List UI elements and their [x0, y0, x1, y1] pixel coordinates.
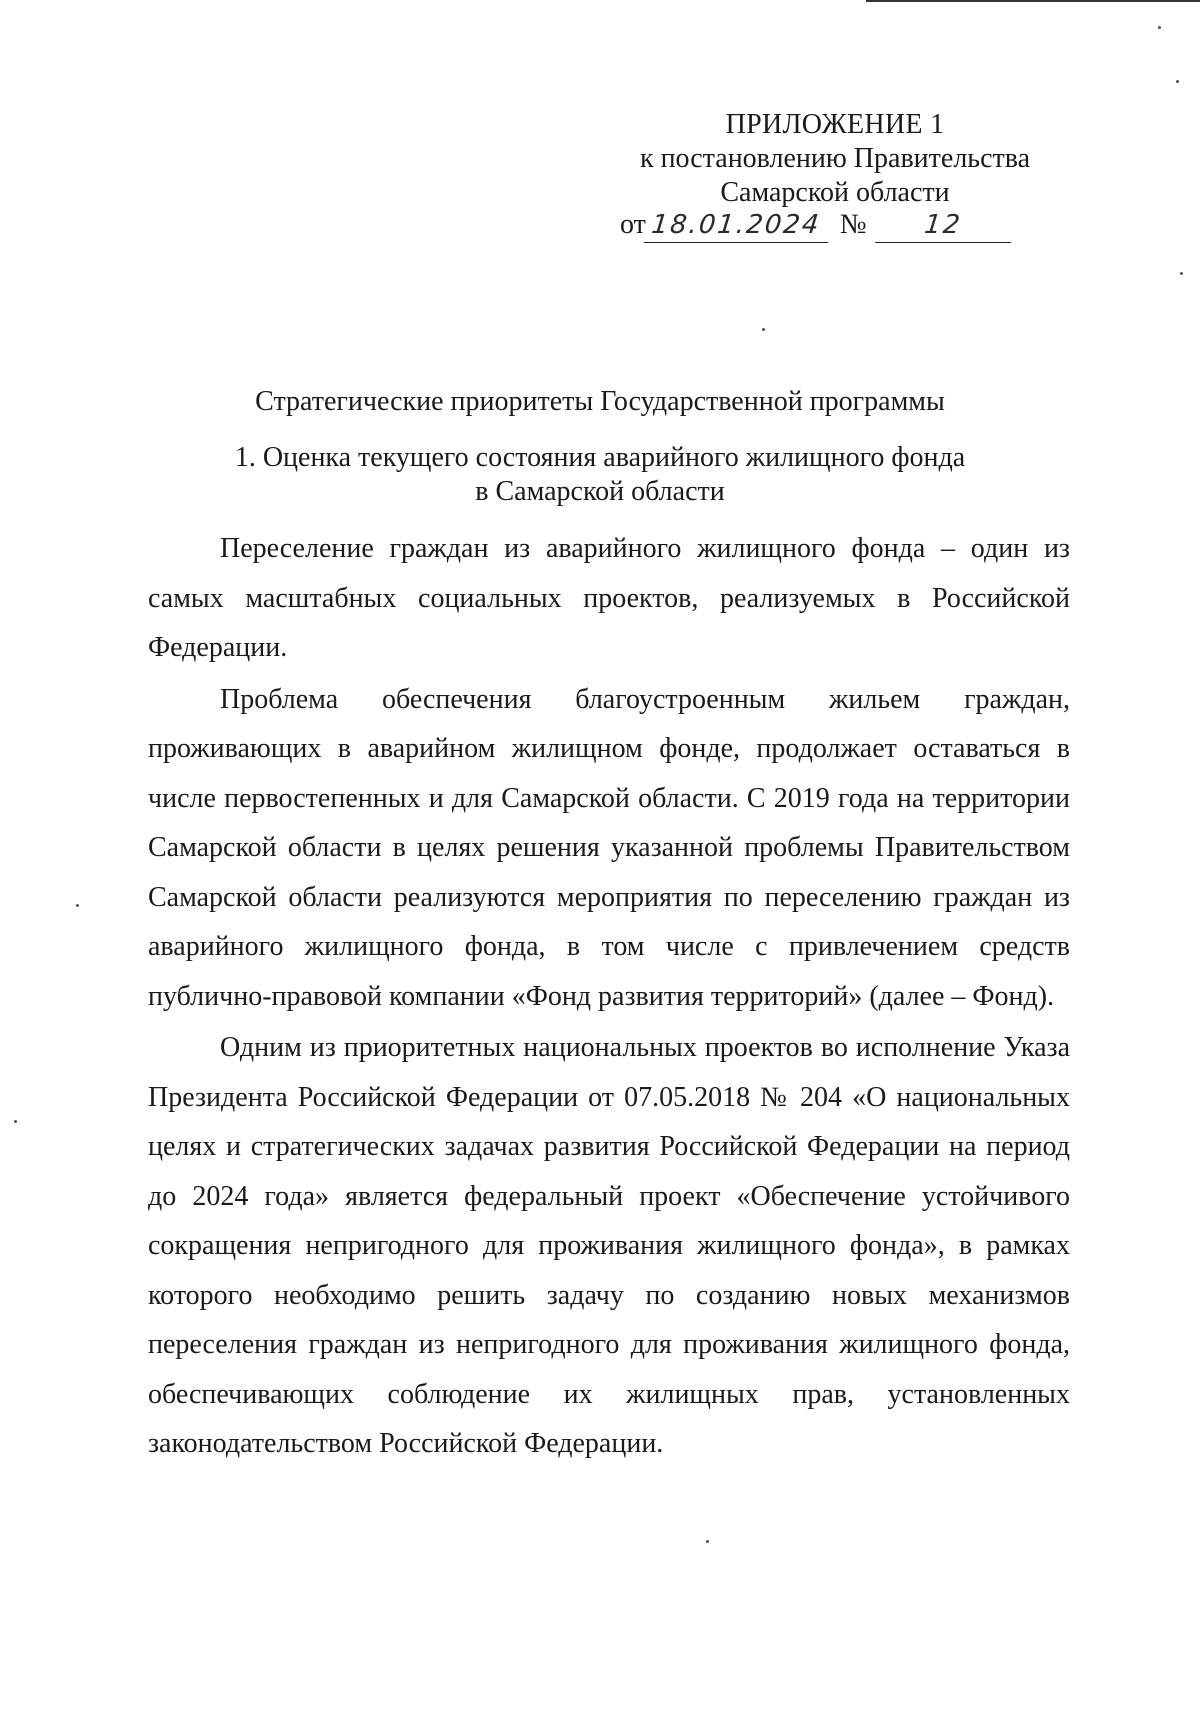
handwritten-number: 12 — [875, 208, 1015, 243]
scan-speck — [706, 1540, 709, 1543]
document-title: Стратегические приоритеты Государственной программы — [255, 386, 945, 417]
handwritten-date: 18.01.2024 — [644, 208, 832, 243]
paragraph-3: Одним из приоритетных национальных проектов во исполнение Указа Президента Российской Федерации от 07.05.2018 № 204 «О национальных целях и стратегических задачах развития Российской Федерации на период до 2024 года» является федеральный проект «Обеспечение устойчивого сокращения непригодного для проживания жилищного фонда», в рамках которого необходимо решить задачу по созданию новых механизмов переселения граждан из непригодного для проживания жилищного фонда, обеспечивающих соблюдение их жилищных прав, установленных законодательством Российской Федерации. — [148, 1032, 1070, 1459]
scan-speck — [762, 328, 765, 331]
body-text — [148, 524, 1070, 1469]
paragraph-2: Проблема обеспечения благоустроенным жильем граждан, проживающих в аварийном жилищном фонде, продолжает оставаться в числе первостепенных и для Самарской области. С 2019 года на территории Самарской области в целях решения указанной проблемы Правительством Самарской области реализуются мероприятия по переселению граждан из аварийного жилищного фонда, в том числе с привлечением средств публично-правовой компании «Фонд развития территорий» (далее – Фонд). — [148, 683, 1070, 1012]
date-prefix: от — [620, 209, 646, 240]
scan-top-rule — [866, 0, 1200, 2]
paragraph-1: Переселение граждан из аварийного жилищного фонда – один из самых масштабных социальных проектов, реализуемых в Российской Федерации. — [148, 533, 1070, 663]
scan-speck — [1158, 26, 1161, 29]
scan-speck — [1180, 272, 1183, 275]
scan-speck — [14, 1120, 17, 1123]
section-heading-line-1: 1. Оценка текущего состояния аварийного жилищного фонда — [234, 442, 966, 473]
appendix-resolution-line: к постановлению Правительства — [639, 143, 1031, 174]
appendix-region-line: Самарской области — [720, 177, 950, 208]
appendix-title: ПРИЛОЖЕНИЕ 1 — [725, 109, 945, 140]
section-heading-line-2: в Самарской области — [475, 476, 725, 507]
resolution-date-number-line — [620, 208, 1013, 243]
number-sign: № — [839, 209, 867, 240]
scan-speck — [1176, 80, 1179, 83]
scan-speck — [76, 904, 79, 907]
appendix-header — [600, 108, 1070, 210]
